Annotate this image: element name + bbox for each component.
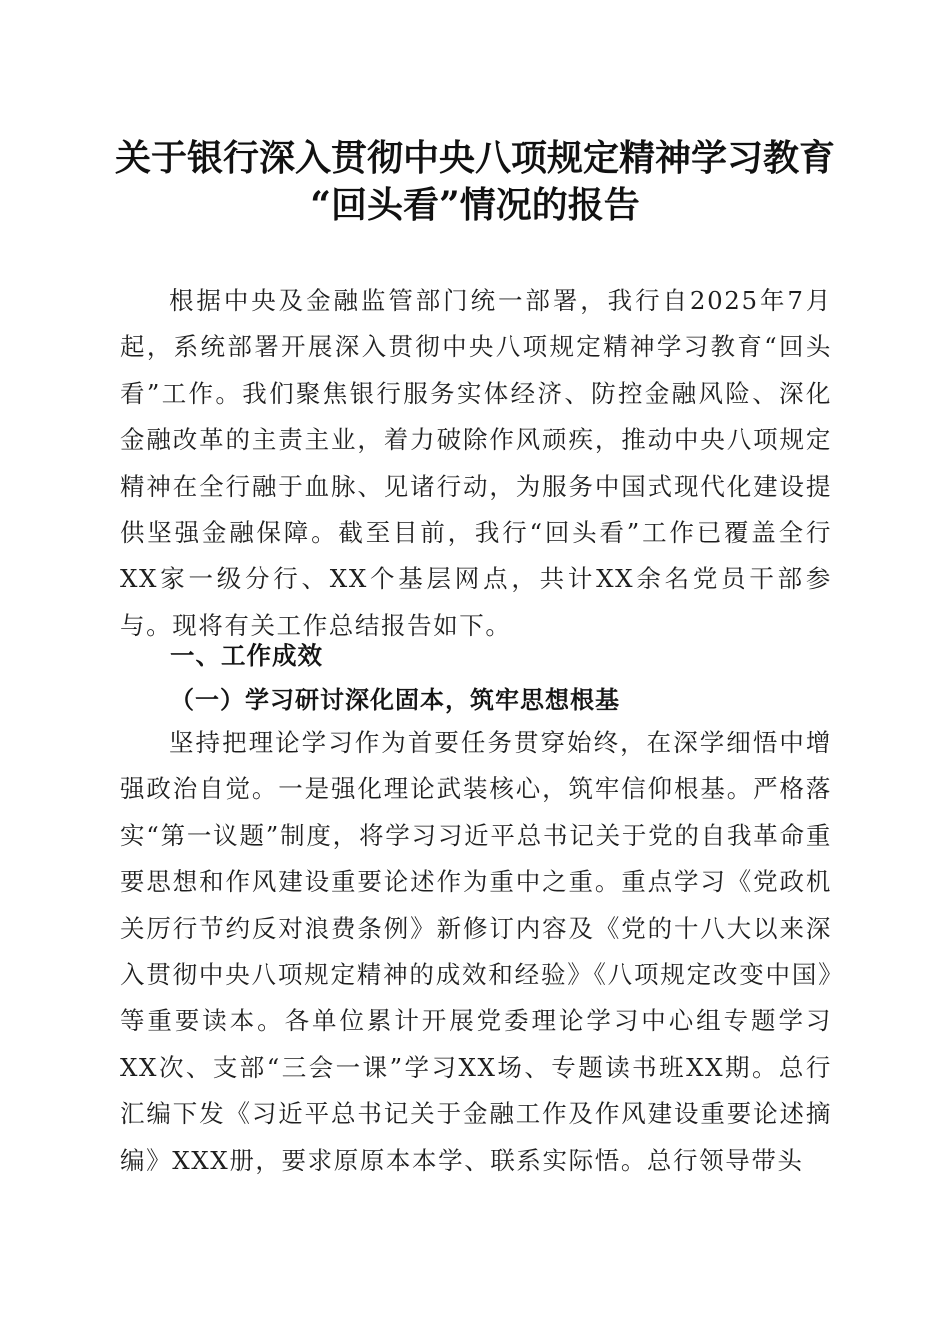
intro-paragraph: 根据中央及金融监管部门统一部署，我行自2025年7月起，系统部署开展深入贯彻中央八项规定精神学习教育“回头看”工作。我们聚焦银行服务实体经济、防控金融风险、深化金融改革的主责主业，着力破除作风顽疾，推动中央八项规定精神在全行融于血脉、见诸行动，为服务中国式现代化建设提供坚强金融保障。截至目前，我行“回头看”工作已覆盖全行XX家一级分行、XX个基层网点，共计XX余名党员干部参与。现将有关工作总结报告如下。 <box>120 286 832 640</box>
document-title-line-1: 关于银行深入贯彻中央八项规定精神学习教育 <box>114 137 835 179</box>
section-heading-work-results: 一、工作成效 <box>170 641 323 670</box>
subsection-heading-study: （一）学习研讨深化固本，筑牢思想根基 <box>170 685 620 714</box>
study-paragraph: 坚持把理论学习作为首要任务贯穿始终，在深学细悟中增强政治自觉。一是强化理论武装核心，筑牢信仰根基。严格落实“第一议题”制度，将学习习近平总书记关于党的自我革命重要思想和作风建设重要论述作为重中之重。重点学习《党政机关厉行节约反对浪费条例》新修订内容及《党的十八大以来深入贯彻中央八项规定精神的成效和经验》《八项规定改变中国》等重要读本。各单位累计开展党委理论学习中心组专题学习XX次、支部“三会一课”学习XX场、专题读书班XX期。总行汇编下发《习近平总书记关于金融工作及作风建设重要论述摘编》XXX册，要求原原本本学、联系实际悟。总行领导带头 <box>120 728 832 1175</box>
document-title-line-2: “回头看”情况的报告 <box>310 184 640 226</box>
